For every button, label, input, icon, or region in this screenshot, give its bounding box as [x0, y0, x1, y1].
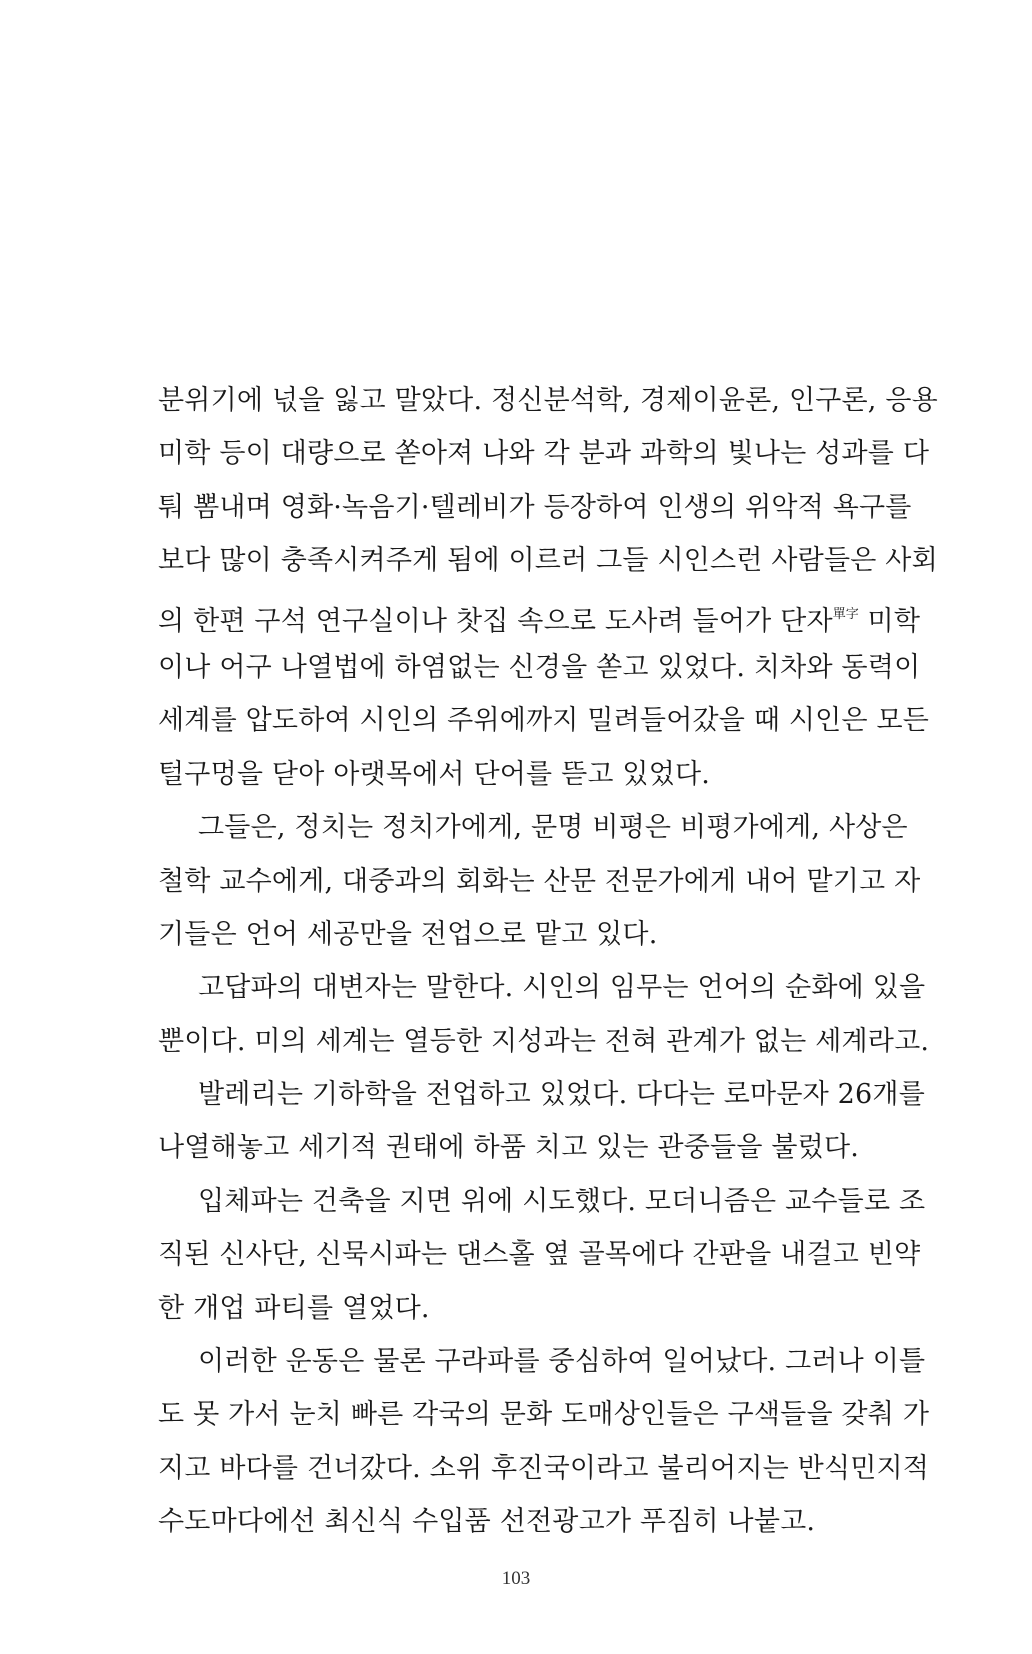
text-fragment: 미학: [858, 605, 921, 637]
paragraph-2: [158, 801, 921, 961]
paragraph-6: [158, 1335, 930, 1549]
paragraph-1: [158, 374, 938, 801]
text-line: 이나 어구 나열법에 하염없는 신경을 쏟고 있었다. 치차와 동력이: [158, 651, 921, 683]
text-line: 퉈 뽐내며 영화·녹음기·텔레비가 등장하여 인생의 위악적 욕구를: [158, 491, 912, 523]
text-line: 입체파는 건축을 지면 위에 시도했다. 모더니즘은 교수들로 조: [198, 1185, 926, 1217]
text-line: 수도마다에선 최신식 수입품 선전광고가 푸짐히 나붙고.: [158, 1506, 816, 1538]
text-line: 철학 교수에게, 대중과의 회화는 산문 전문가에게 내어 맡기고 자: [158, 865, 921, 897]
text-line: 지고 바다를 건너갔다. 소위 후진국이라고 불리어지는 반식민지적: [158, 1452, 930, 1484]
text-line: 그들은, 정치는 정치가에게, 문명 비평은 비평가에게, 사상은: [198, 812, 908, 844]
text-fragment: 의 한편 구석 연구실이나 찻집 속으로 도사려 들어가 단자: [158, 605, 833, 637]
paragraph-5: [158, 1175, 926, 1335]
text-line: 한 개업 파티를 열었다.: [158, 1292, 430, 1324]
text-line: 나열해놓고 세기적 권태에 하품 치고 있는 관중들을 불렀다.: [158, 1132, 860, 1164]
text-line: 분위기에 넋을 잃고 말았다. 정신분석학, 경제이윤론, 인구론, 응용: [158, 385, 938, 416]
hanja-annotation: 單字: [832, 606, 859, 622]
text-line: 뿐이다. 미의 세계는 열등한 지성과는 전혀 관계가 없는 세계라고.: [158, 1025, 930, 1057]
paragraph-4: [158, 1068, 926, 1175]
page-number: 103: [501, 1568, 531, 1589]
text-line: 털구멍을 닫아 아랫목에서 단어를 뜯고 있었다.: [158, 758, 711, 790]
text-line: 직된 신사단, 신묵시파는 댄스홀 옆 골목에다 간판을 내걸고 빈약: [158, 1239, 921, 1271]
paragraph-3: [158, 961, 930, 1068]
text-line: 이러한 운동은 물론 구라파를 중심하여 일어났다. 그러나 이틀: [198, 1346, 926, 1378]
text-line: 세계를 압도하여 시인의 주위에까지 밀려들어갔을 때 시인은 모든: [158, 705, 930, 737]
text-line: 도 못 가서 눈치 빠른 각국의 문화 도매상인들은 구색들을 갖춰 가: [158, 1399, 930, 1431]
text-line: 미학 등이 대량으로 쏟아져 나와 각 분과 과학의 빛나는 성과를 다: [158, 438, 930, 470]
text-line: 보다 많이 충족시켜주게 됨에 이르러 그들 시인스런 사람들은 사회: [158, 545, 938, 577]
text-line: 기들은 언어 세공만을 전업으로 맡고 있다.: [158, 918, 658, 950]
text-line-with-annotation: [158, 588, 921, 641]
text-line: 발레리는 기하학을 전업하고 있었다. 다다는 로마문자 26개를: [198, 1079, 926, 1111]
body-text: [158, 374, 938, 1549]
text-line: 고답파의 대변자는 말한다. 시인의 임무는 언어의 순화에 있을: [198, 972, 926, 1004]
